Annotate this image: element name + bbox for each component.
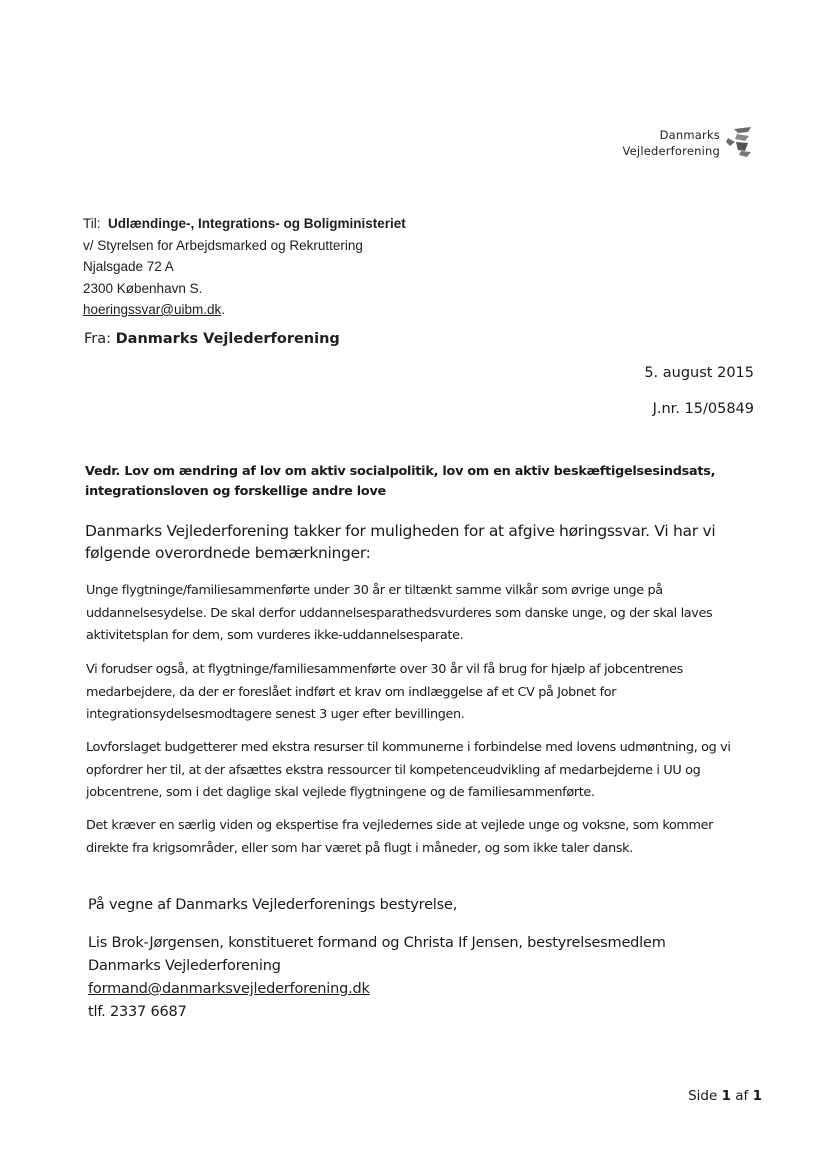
page-number-current: 1: [721, 1088, 731, 1104]
letter-date: 5. august 2015: [644, 365, 754, 381]
sender-name: Danmarks Vejlederforening: [115, 331, 340, 347]
signature-names: Lis Brok-Jørgensen, konstitueret formand og Christa If Jensen, bestyrelsesmedlem: [88, 935, 666, 951]
page-number: [688, 1088, 762, 1104]
recipient-block: [83, 213, 406, 321]
recipient-label: Til:: [83, 216, 101, 231]
sender-label: Fra:: [84, 331, 112, 347]
intro-paragraph: Danmarks Vejlederforening takker for muligheden for at afgive høringssvar. Vi har vi følgende overordnede bemærkninger:: [85, 522, 716, 562]
page-number-middle: af: [735, 1088, 749, 1104]
recipient-line4: 2300 København S.: [83, 280, 203, 296]
signature-phone: tlf. 2337 6687: [88, 1004, 187, 1020]
recipient-email-suffix: .: [221, 302, 226, 317]
stylized-figure-logo-icon: [724, 124, 758, 158]
subject-heading: Vedr. Lov om ændring af lov om aktiv socialpolitik, lov om en aktiv beskæftigelsesindsats, integrationsloven og forskellige andre love: [85, 464, 716, 499]
signature-email-link[interactable]: formand@danmarksvejlederforening.dk: [88, 981, 370, 997]
page-number-total: 1: [752, 1088, 762, 1104]
body-paragraph-1: Unge flygtninge/familiesammenførte under 30 år er tiltænkt samme vilkår som øvrige unge på uddannelsesydelse. De skal derfor uddannelsesparathedsvurderes som danske unge, og der skal laves aktivitetsplan for dem, som vurderes ikke-uddannelsesparate.: [86, 583, 713, 643]
signoff-line: På vegne af Danmarks Vejlederforenings bestyrelse,: [88, 897, 458, 913]
journal-number: J.nr. 15/05849: [652, 401, 754, 417]
body-paragraph-3: Lovforslaget budgetterer med ekstra resurser til kommunerne i forbindelse med lovens udmøntning, og vi opfordrer her til, at der afsættes ekstra ressourcer til kompetenceudvikling af medarbejderne i UU og jobcentrene, som i det daglige skal vejlede flygtningene og de familiesammenførte.: [86, 740, 731, 800]
recipient-email-line: [83, 299, 406, 321]
recipient-line3: Njalsgade 72 A: [83, 259, 174, 274]
letterhead-logo: [620, 124, 760, 164]
signature-org: Danmarks Vejlederforening: [88, 958, 281, 974]
recipient-line2: v/ Styrelsen for Arbejdsmarked og Rekruttering: [83, 237, 363, 253]
page-number-prefix: Side: [688, 1088, 718, 1104]
letterhead-text: [622, 127, 720, 159]
recipient-email-link[interactable]: hoeringssvar@uibm.dk: [83, 302, 222, 317]
body-paragraph-4: Det kræver en særlig viden og ekspertise fra vejledernes side at vejlede unge og voksne, som kommer direkte fra krigsområder, eller som har været på flugt i måneder, og som ikke taler dansk.: [86, 818, 714, 856]
letterhead-line2: Vejlederforening: [622, 144, 720, 158]
body-paragraph-2: Vi forudser også, at flygtninge/familiesammenførte over 30 år vil få brug for hjælp af jobcentrenes medarbejdere, da der er foreslået indført et krav om indlæggelse af et CV på Jobnet for integrationsydelsesmodtagere senest 3 uger efter bevillingen.: [86, 662, 683, 722]
recipient-name: Udlændinge-, Integrations- og Boligministeriet: [108, 216, 406, 231]
letterhead-line1: Danmarks: [659, 128, 720, 142]
signature-email-line: [88, 978, 666, 1001]
signature-block: [88, 932, 666, 1024]
sender-line: [84, 331, 340, 347]
recipient-line1: [83, 213, 406, 235]
